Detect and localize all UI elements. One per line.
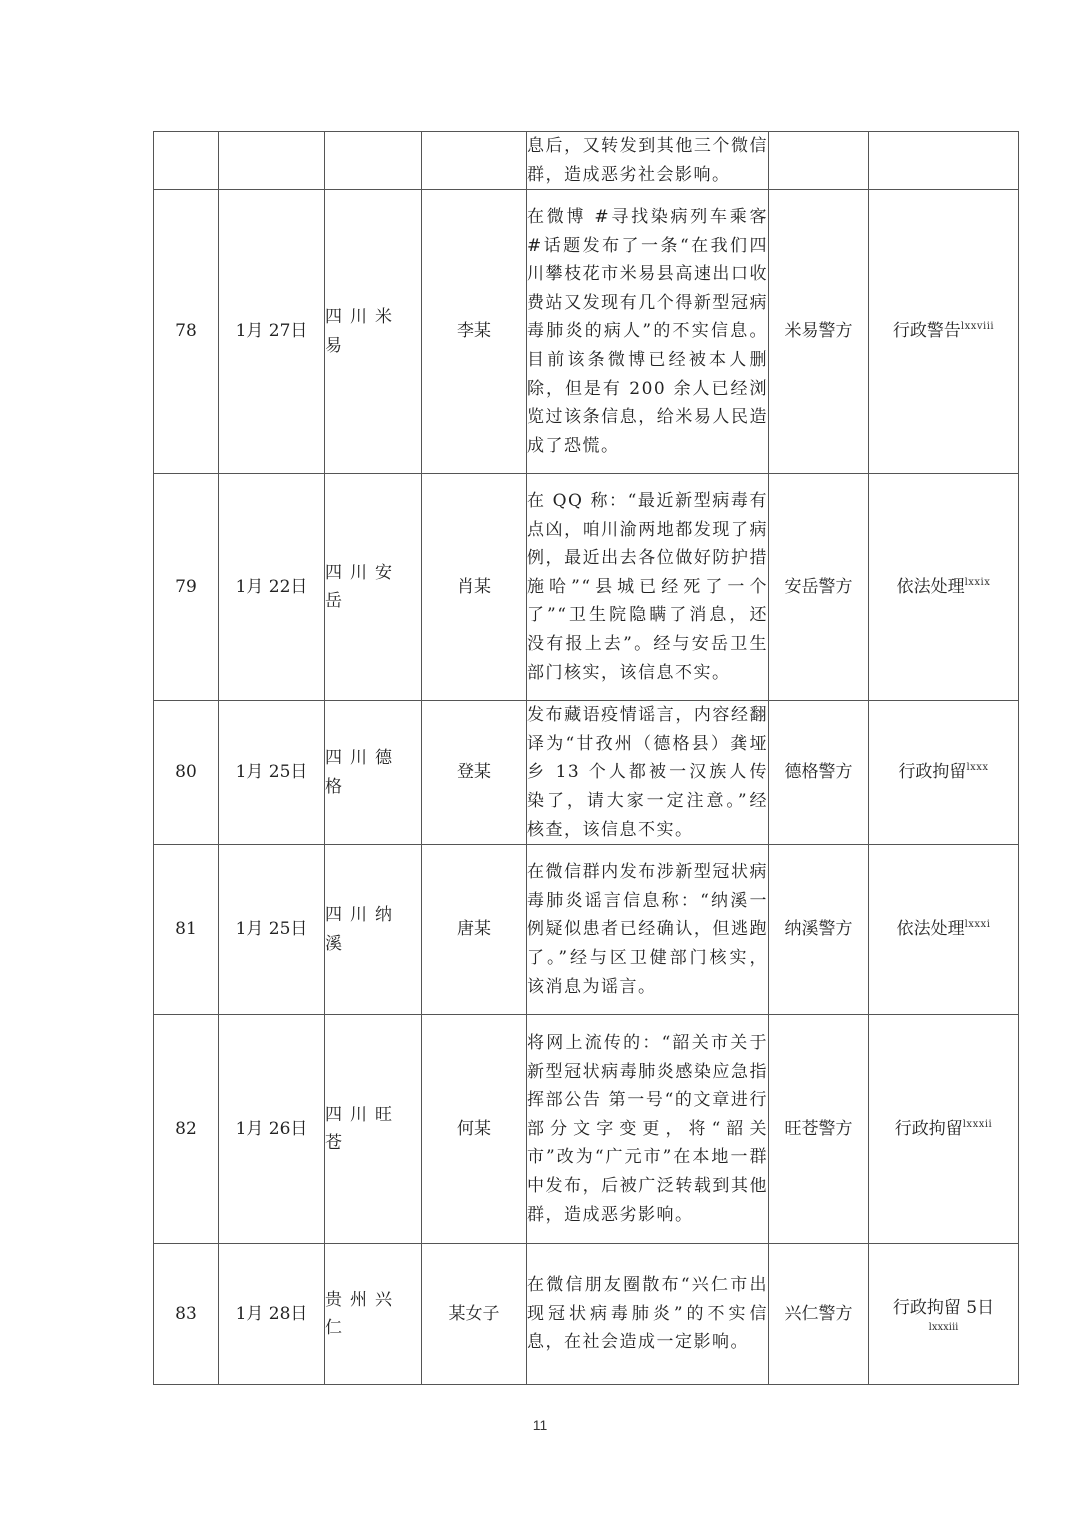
result-text: 行政警告: [892, 321, 961, 342]
table-row: [154, 190, 1019, 474]
result-text: 依法处理: [896, 919, 965, 940]
row-place: 四川米易: [325, 190, 422, 474]
row-person: 何某: [422, 1015, 527, 1244]
row-place: [325, 132, 422, 190]
row-date: 1月 27日: [219, 190, 325, 474]
row-number: 79: [154, 474, 219, 701]
row-result: [869, 1244, 1019, 1385]
row-result: [869, 190, 1019, 474]
footnote-marker: lxxxii: [962, 1118, 993, 1130]
page-number: 11: [532, 1417, 548, 1433]
row-place: 四川德格: [325, 701, 422, 845]
row-content: 在微信朋友圈散布“兴仁市出现冠状病毒肺炎”的不实信息，在社会造成一定影响。: [527, 1244, 769, 1385]
footnote-marker: lxxxi: [964, 919, 991, 931]
row-content: 在微博 #寻找染病列车乘客#话题发布了一条“在我们四川攀枝花市米易县高速出口收费站又发现有几个得新型冠病毒肺炎的病人”的不实信息。目前该条微博已经被本人删除，但是有 200 余人已经浏览过该条信息，给米易人民造成了恐慌。: [527, 190, 769, 474]
row-number: 82: [154, 1015, 219, 1244]
row-police: 米易警方: [769, 190, 869, 474]
result-text: 行政拘留 5日: [892, 1297, 995, 1318]
row-content: 在微信群内发布涉新型冠状病毒肺炎谣言信息称：“纳溪一例疑似患者已经确认，但逃跑了。”经与区卫健部门核实，该消息为谣言。: [527, 845, 769, 1015]
row-content: 息后，又转发到其他三个微信群，造成恶劣社会影响。: [527, 132, 769, 190]
row-person: 李某: [422, 190, 527, 474]
row-date: [219, 132, 325, 190]
row-date: 1月 25日: [219, 701, 325, 845]
table-row: [154, 1244, 1019, 1385]
table-row: [154, 1015, 1019, 1244]
result-text: 行政拘留: [894, 1118, 963, 1139]
row-person: [422, 132, 527, 190]
row-content: 发布藏语疫情谣言，内容经翻译为“甘孜州（德格县）龚垭乡 13 个人都被一汉族人传染了，请大家一定注意。”经核查，该信息不实。: [527, 701, 769, 845]
row-number: 81: [154, 845, 219, 1015]
table-row: [154, 845, 1019, 1015]
row-result: [869, 132, 1019, 190]
row-result: [869, 845, 1019, 1015]
row-number: 78: [154, 190, 219, 474]
row-content: 将网上流传的：“韶关市关于新型冠状病毒肺炎感染应急指挥部公告 第一号“的文章进行部分文字变更，将“韶关市”改为“广元市”在本地一群中发布，后被广泛转载到其他群，造成恶劣影响。: [527, 1015, 769, 1244]
row-place: 四川纳溪: [325, 845, 422, 1015]
row-person: 肖某: [422, 474, 527, 701]
table-row: [154, 474, 1019, 701]
row-police: [769, 132, 869, 190]
footnote-marker: lxxix: [964, 576, 991, 588]
row-date: 1月 22日: [219, 474, 325, 701]
row-number: 83: [154, 1244, 219, 1385]
row-number: 80: [154, 701, 219, 845]
row-place: 四川安岳: [325, 474, 422, 701]
row-result: [869, 701, 1019, 845]
result-text: 依法处理: [896, 576, 965, 597]
row-date: 1月 26日: [219, 1015, 325, 1244]
row-place: 贵州兴仁: [325, 1244, 422, 1385]
table-row: [154, 132, 1019, 190]
table-row: [154, 701, 1019, 845]
row-number: [154, 132, 219, 190]
row-date: 1月 25日: [219, 845, 325, 1015]
row-result: [869, 1015, 1019, 1244]
row-police: 兴仁警方: [769, 1244, 869, 1385]
row-result: [869, 474, 1019, 701]
row-place: 四川旺苍: [325, 1015, 422, 1244]
result-text: 行政拘留: [898, 762, 967, 783]
row-police: 德格警方: [769, 701, 869, 845]
row-person: 唐某: [422, 845, 527, 1015]
row-police: 旺苍警方: [769, 1015, 869, 1244]
row-police: 安岳警方: [769, 474, 869, 701]
footnote-marker: lxxviii: [960, 321, 995, 333]
incident-table: [153, 131, 1019, 1385]
row-date: 1月 28日: [219, 1244, 325, 1385]
footnote-marker: lxxx: [966, 762, 989, 774]
row-person: 某女子: [422, 1244, 527, 1385]
row-person: 登某: [422, 701, 527, 845]
footnote-marker: lxxxiii: [928, 1322, 959, 1334]
row-police: 纳溪警方: [769, 845, 869, 1015]
row-content: 在 QQ 称：“最近新型病毒有点凶，咱川渝两地都发现了病例，最近出去各位做好防护措施哈”“县城已经死了一个了”“卫生院隐瞒了消息，还没有报上去”。经与安岳卫生部门核实，该信息不实。: [527, 474, 769, 701]
